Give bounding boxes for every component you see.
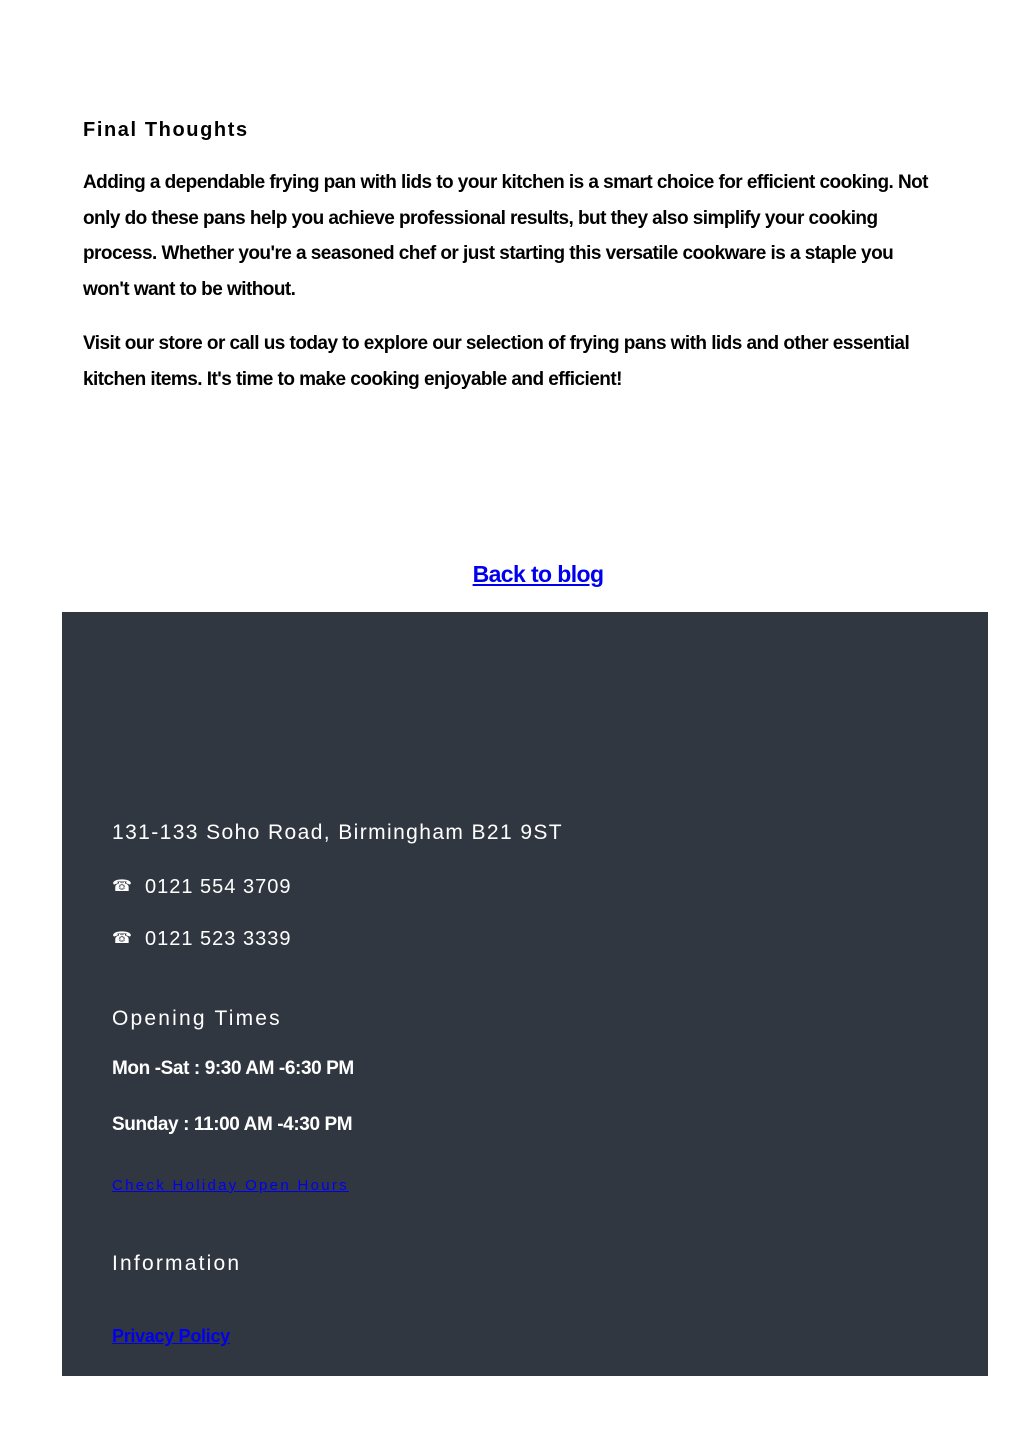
back-to-blog-link[interactable]: Back to blog bbox=[472, 561, 604, 587]
privacy-policy-link[interactable]: Privacy Policy bbox=[112, 1326, 230, 1346]
article-paragraph: Adding a dependable frying pan with lids to your kitchen is a smart choice for efficient cooking. Not only do these pans help you achieve professional results, but they also simplify your cooking process. Whether you're a seasoned chef or just starting this versatile cookware is a staple you won't want to be without. bbox=[83, 172, 928, 300]
back-to-blog-container bbox=[0, 556, 1024, 592]
phone-line bbox=[112, 872, 291, 902]
telephone-icon: ☎ bbox=[112, 878, 133, 895]
site-footer bbox=[62, 612, 988, 1376]
sunday-hours: Sunday : 11:00 AM -4:30 PM bbox=[112, 1114, 353, 1135]
opening-times-heading: Opening Times bbox=[112, 1007, 282, 1030]
article-paragraph: Visit our store or call us today to explore our selection of frying pans with lids and other essential kitchen items. It's time to make cooking enjoyable and efficient! bbox=[83, 333, 910, 390]
weekday-hours: Mon -Sat : 9:30 AM -6:30 PM bbox=[112, 1058, 354, 1079]
store-address: 131-133 Soho Road, Birmingham B21 9ST bbox=[112, 821, 564, 844]
phone-number[interactable]: 0121 554 3709 bbox=[145, 876, 292, 898]
phone-line bbox=[112, 924, 291, 954]
telephone-icon: ☎ bbox=[112, 930, 133, 947]
section-title: Final Thoughts bbox=[83, 119, 249, 141]
phone-number[interactable]: 0121 523 3339 bbox=[145, 928, 292, 950]
article-section bbox=[83, 112, 943, 397]
privacy-policy-container bbox=[112, 1321, 230, 1351]
information-heading: Information bbox=[112, 1252, 242, 1275]
holiday-hours-container bbox=[112, 1174, 349, 1198]
holiday-hours-link[interactable]: Check Holiday Open Hours bbox=[112, 1177, 349, 1194]
